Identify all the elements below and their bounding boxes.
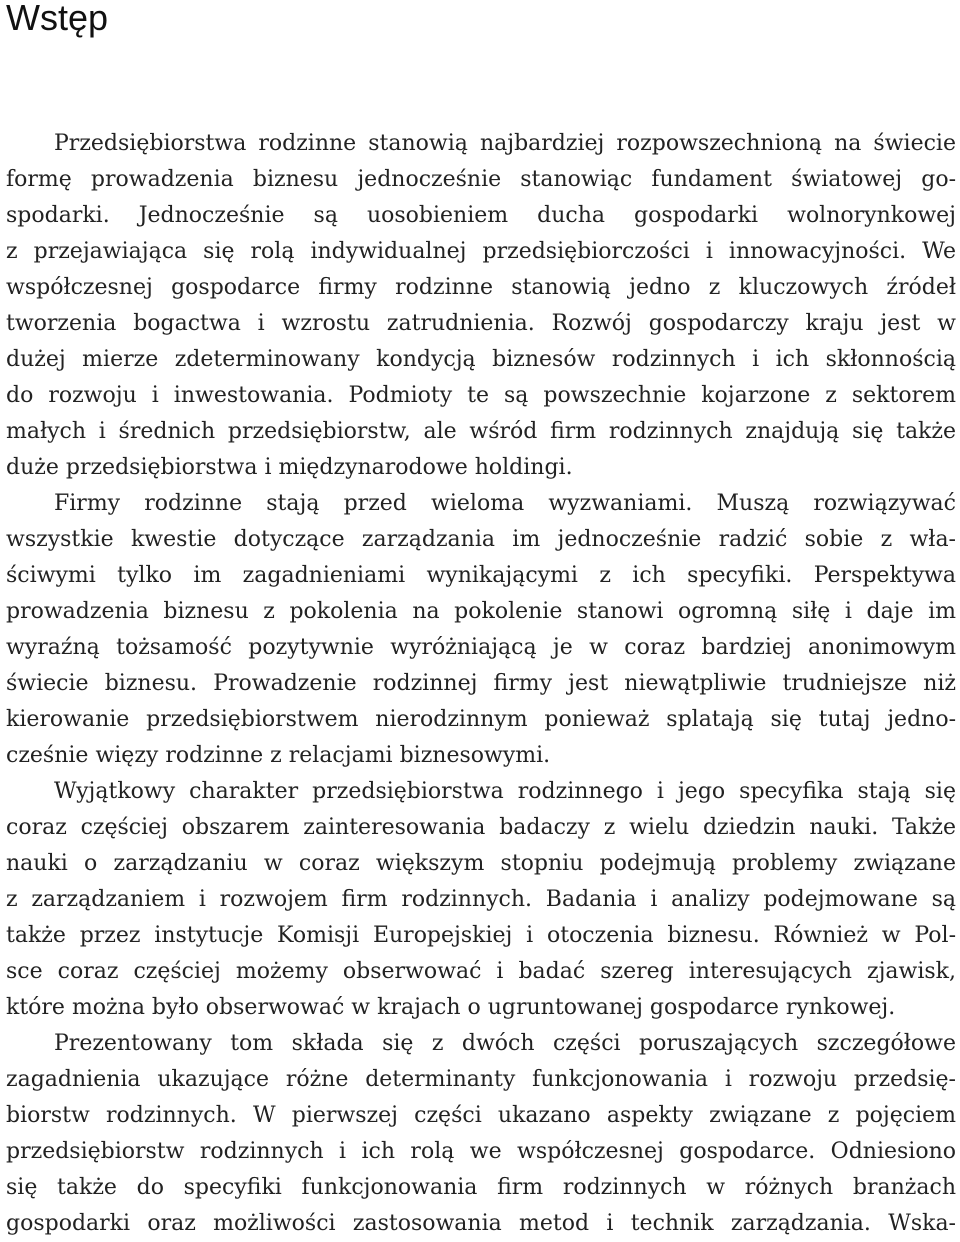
text-line: formę prowadzenia biznesu jednocześnie stanowiąc fundament światowej go- [6, 167, 956, 192]
text-line: prowadzenia biznesu z pokolenia na pokolenie stanowi ogromną siłę i daje im [6, 599, 956, 624]
text-line: z przejawiająca się rolą indywidualnej przedsiębiorczości i innowacyjności. We [6, 239, 956, 264]
text-line: Wyjątkowy charakter przedsiębiorstwa rodzinnego i jego specyfika stają się [54, 779, 956, 804]
text-line: sce coraz częściej możemy obserwować i badać szereg interesujących zjawisk, [6, 959, 956, 984]
text-line: dużej mierze zdeterminowany kondycją biznesów rodzinnych i ich skłonnością [6, 347, 956, 372]
text-line: duże przedsiębiorstwa i międzynarodowe holdingi. [6, 455, 573, 480]
text-line: świecie biznesu. Prowadzenie rodzinnej firmy jest niewątpliwie trudniejsze niż [6, 671, 956, 696]
text-line: się także do specyfiki funkcjonowania firm rodzinnych w różnych branżach [6, 1175, 956, 1200]
text-line: wyraźną tożsamość pozytywnie wyróżniającą je w coraz bardziej anonimowym [6, 635, 956, 660]
page-title: Wstęp [6, 0, 109, 38]
text-line: które można było obserwować w krajach o ugruntowanej gospodarce rynkowej. [6, 995, 896, 1020]
text-line: współczesnej gospodarce firmy rodzinne stanowią jedno z kluczowych źródeł [6, 275, 956, 300]
text-line: coraz częściej obszarem zainteresowania badaczy z wielu dziedzin nauki. Także [6, 815, 956, 840]
text-line: zagadnienia ukazujące różne determinanty funkcjonowania i rozwoju przedsię- [6, 1067, 956, 1092]
text-line: z zarządzaniem i rozwojem firm rodzinnych. Badania i analizy podejmowane są [6, 887, 956, 912]
text-line: Firmy rodzinne stają przed wieloma wyzwaniami. Muszą rozwiązywać [54, 491, 956, 516]
text-line: tworzenia bogactwa i wzrostu zatrudnienia. Rozwój gospodarczy kraju jest w [6, 311, 956, 336]
text-line: Prezentowany tom składa się z dwóch części poruszających szczegółowe [54, 1031, 956, 1056]
body-text [6, 126, 956, 1242]
text-line: wszystkie kwestie dotyczące zarządzania im jednocześnie radzić sobie z wła- [6, 527, 956, 552]
text-line: spodarki. Jednocześnie są uosobieniem ducha gospodarki wolnorynkowej [6, 203, 956, 228]
text-line: biorstw rodzinnych. W pierwszej części ukazano aspekty związane z pojęciem [6, 1103, 956, 1128]
text-line: małych i średnich przedsiębiorstw, ale wśród firm rodzinnych znajdują się także [6, 419, 956, 444]
text-line: Przedsiębiorstwa rodzinne stanowią najbardziej rozpowszechnioną na świecie [54, 131, 956, 156]
text-line: nauki o zarządzaniu w coraz większym stopniu podejmują problemy związane [6, 851, 956, 876]
text-line: cześnie więzy rodzinne z relacjami biznesowymi. [6, 743, 551, 768]
text-line: przedsiębiorstw rodzinnych i ich rolą we współczesnej gospodarce. Odniesiono [6, 1139, 956, 1164]
text-line: gospodarki oraz możliwości zastosowania metod i technik zarządzania. Wska- [6, 1211, 956, 1236]
text-line: także przez instytucje Komisji Europejskiej i otoczenia biznesu. Również w Pol- [6, 923, 956, 948]
text-line: kierowanie przedsiębiorstwem nierodzinnym ponieważ splatają się tutaj jedno- [6, 707, 956, 732]
text-line: ściwymi tylko im zagadnieniami wynikającymi z ich specyfiki. Perspektywa [6, 563, 956, 588]
text-line: do rozwoju i inwestowania. Podmioty te są powszechnie kojarzone z sektorem [6, 383, 956, 408]
